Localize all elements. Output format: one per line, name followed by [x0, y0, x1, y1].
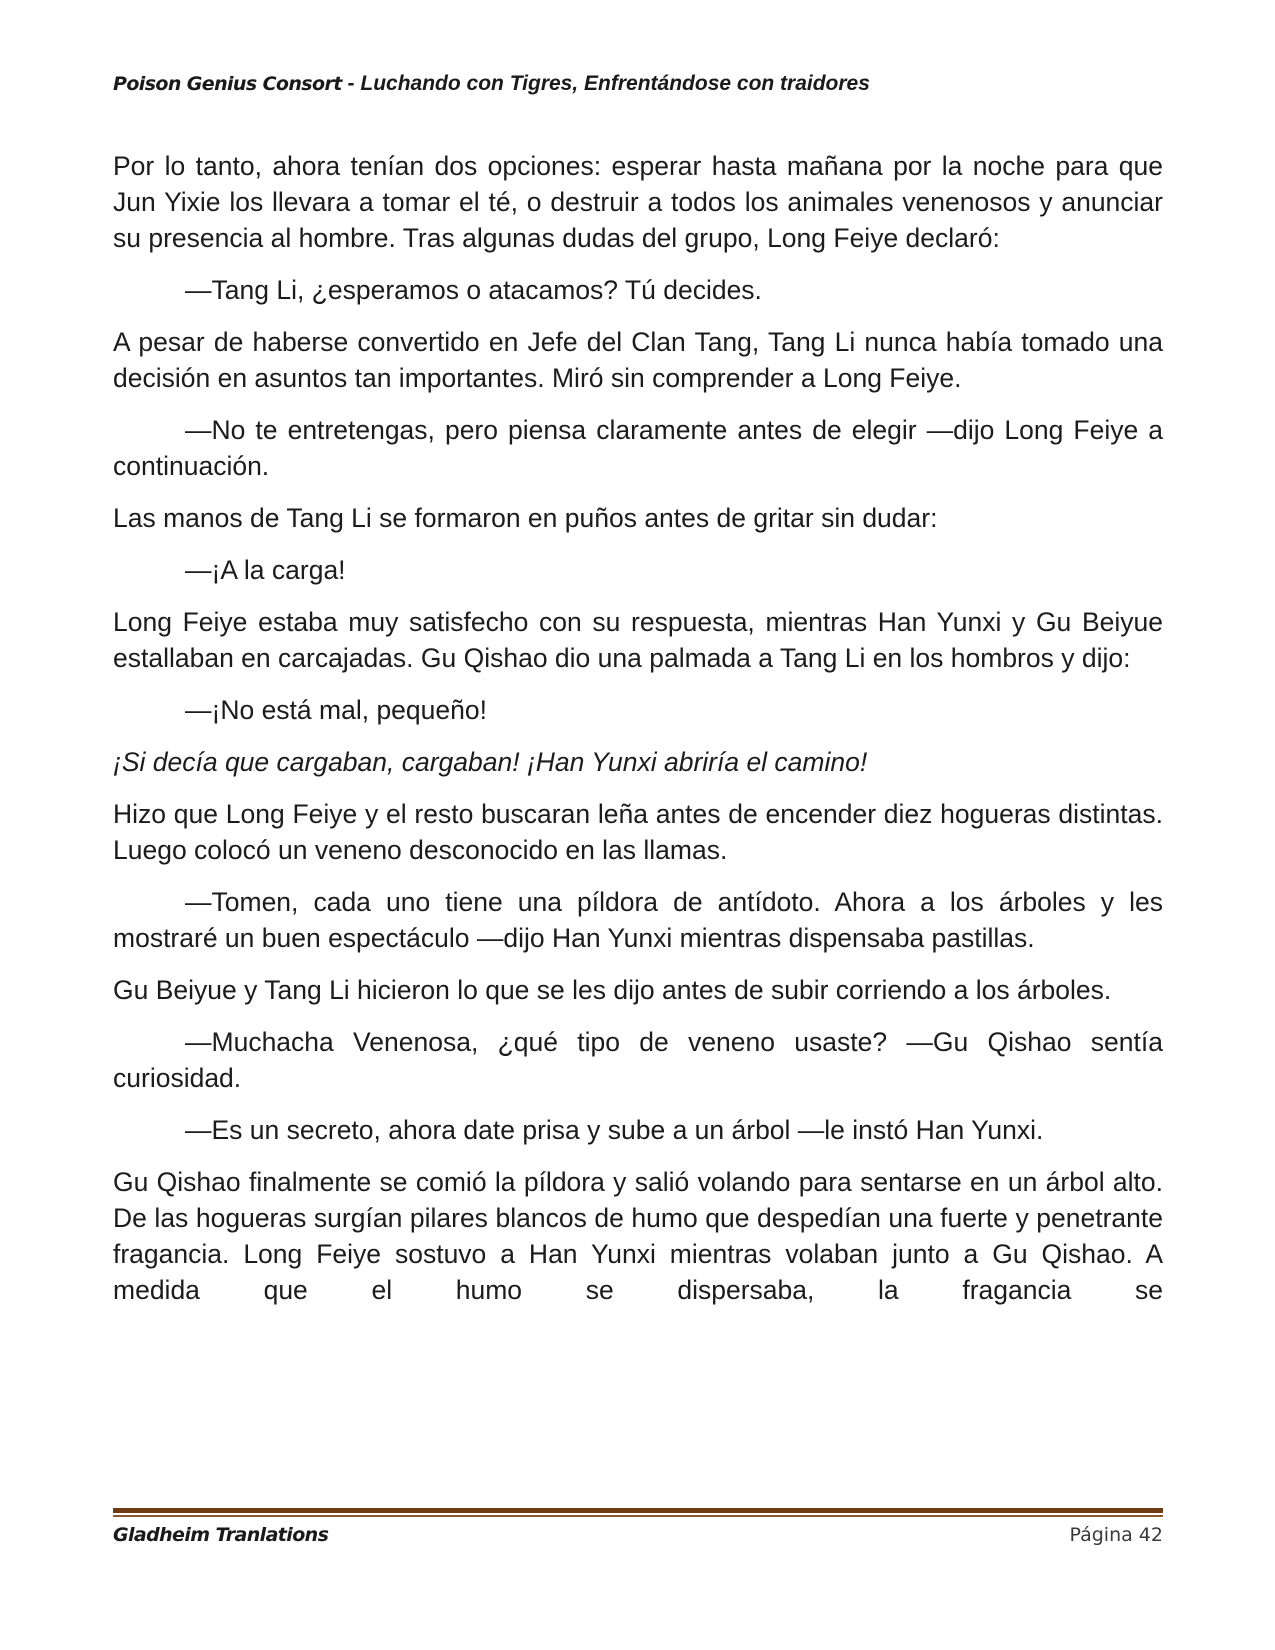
body-text	[113, 148, 1163, 1308]
paragraph: Gu Qishao finalmente se comió la píldora y salió volando para sentarse en un árbol alto. De las hogueras surgían pilares blancos de humo que despedían una fuerte y penetrante fragancia. Long Feiye sostuvo a Han Yunxi mientras volaban junto a Gu Qishao. A medida que el humo se dispersaba, la fragancia se	[113, 1167, 1163, 1305]
paragraph: Por lo tanto, ahora tenían dos opciones: esperar hasta mañana por la noche para que Jun Yixie los llevara a tomar el té, o destruir a todos los animales venenosos y anunciar su presencia al hombre. Tras algunas dudas del grupo, Long Feiye declaró:	[113, 151, 1163, 253]
paragraph: Gu Beiyue y Tang Li hicieron lo que se les dijo antes de subir corriendo a los árboles.	[113, 975, 1112, 1005]
dialogue-paragraph: —Muchacha Venenosa, ¿qué tipo de veneno usaste? —Gu Qishao sentía curiosidad.	[113, 1027, 1163, 1093]
footer-divider-thin-line	[113, 1515, 1163, 1517]
dialogue-paragraph: —No te entretengas, pero piensa claramente antes de elegir —dijo Long Feiye a continuación.	[113, 415, 1163, 481]
paragraph: Hizo que Long Feiye y el resto buscaran leña antes de encender diez hogueras distintas. Luego colocó un veneno desconocido en las llamas.	[113, 799, 1163, 865]
italic-thought-paragraph: ¡Si decía que cargaban, cargaban! ¡Han Yunxi abriría el camino!	[113, 747, 868, 777]
dialogue-paragraph: —¡A la carga!	[185, 555, 346, 585]
paragraph: A pesar de haberse convertido en Jefe del Clan Tang, Tang Li nunca había tomado una decisión en asuntos tan importantes. Miró sin comprender a Long Feiye.	[113, 327, 1163, 393]
footer-divider	[113, 1508, 1163, 1517]
paragraph: Long Feiye estaba muy satisfecho con su respuesta, mientras Han Yunxi y Gu Beiyue estallaban en carcajadas. Gu Qishao dio una palmada a Tang Li en los hombros y dijo:	[113, 607, 1163, 673]
paragraph: Las manos de Tang Li se formaron en puños antes de gritar sin dudar:	[113, 503, 938, 533]
dialogue-paragraph: —Tomen, cada uno tiene una píldora de antídoto. Ahora a los árboles y les mostraré un buen espectáculo —dijo Han Yunxi mientras dispensaba pastillas.	[113, 887, 1163, 953]
page-number: Página 42	[1069, 1524, 1163, 1546]
footer-divider-thick-line	[113, 1508, 1163, 1513]
dialogue-paragraph: —Es un secreto, ahora date prisa y sube a un árbol —le instó Han Yunxi.	[185, 1115, 1044, 1145]
header-series-title: Poison Genius Consort	[113, 73, 342, 95]
dialogue-paragraph: —Tang Li, ¿esperamos o atacamos? Tú decides.	[185, 275, 762, 305]
header-chapter-title: Luchando con Tigres, Enfrentándose con traidores	[360, 72, 870, 95]
header-separator: -	[341, 72, 361, 95]
running-header	[113, 72, 1163, 96]
footer-publisher: Gladheim Tranlations	[113, 1524, 329, 1546]
dialogue-paragraph: —¡No está mal, pequeño!	[185, 695, 487, 725]
